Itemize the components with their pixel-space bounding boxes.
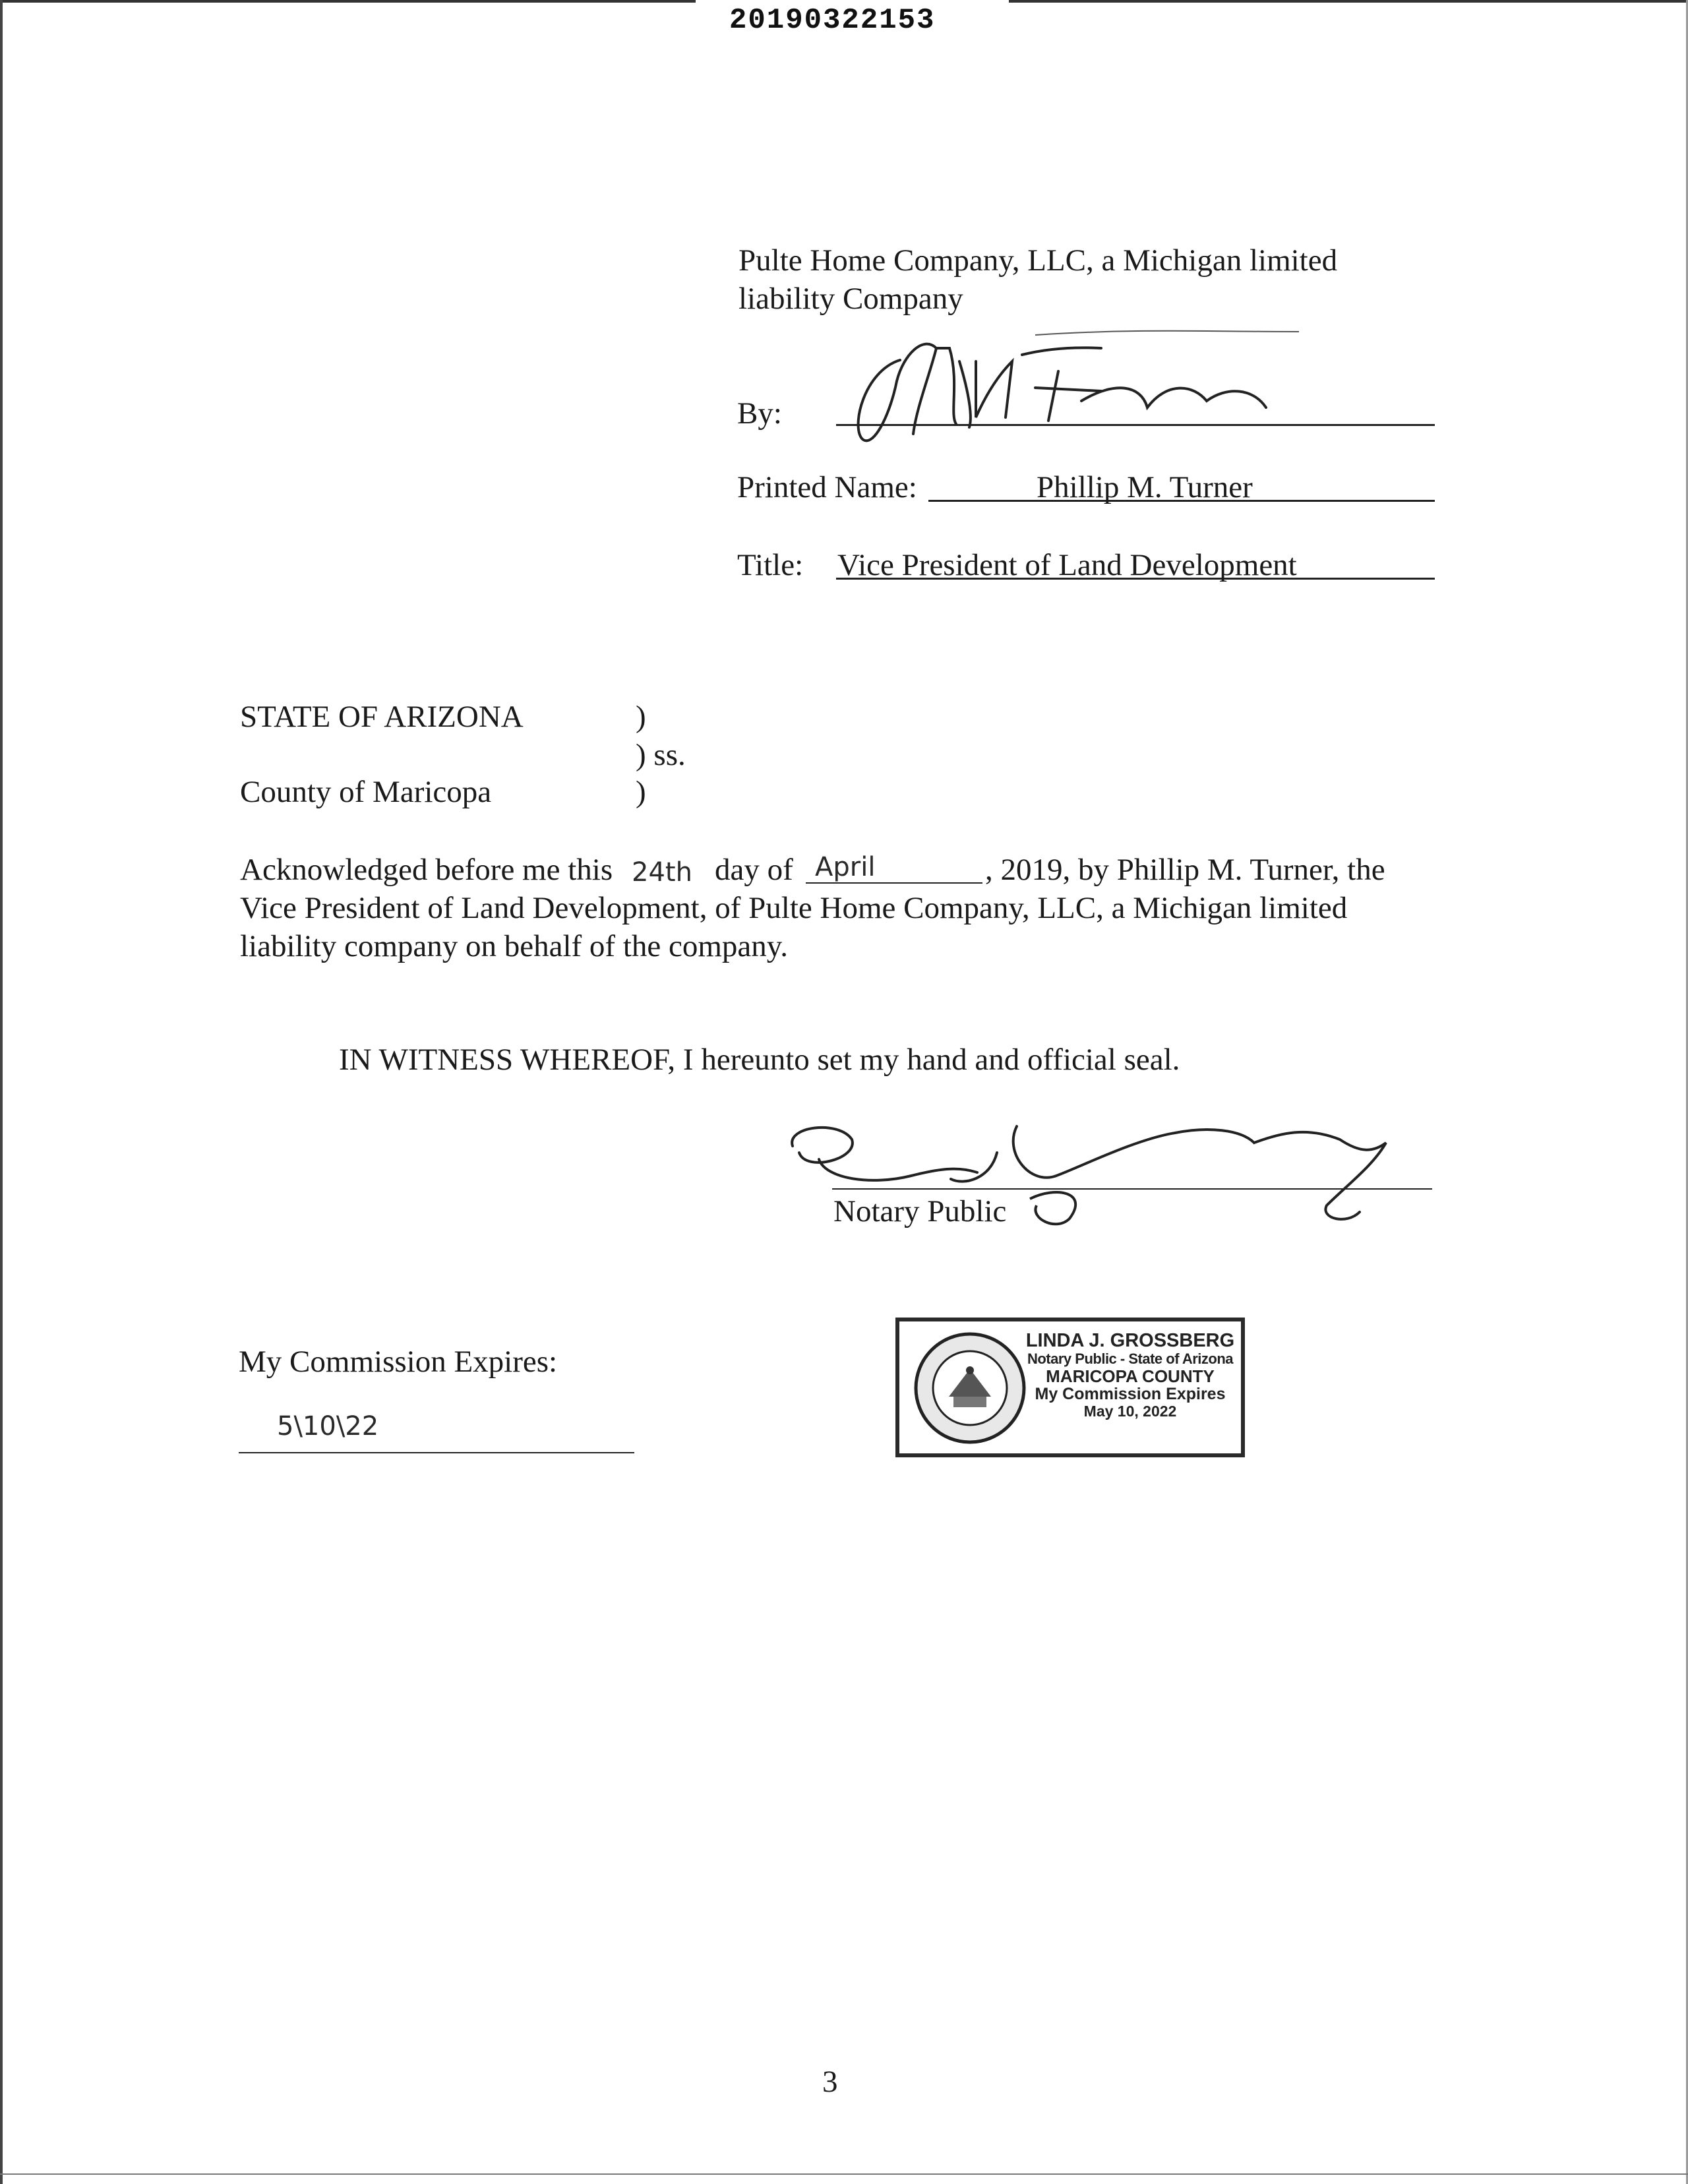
seal-text-block — [1018, 1331, 1242, 1420]
by-label: By: — [737, 396, 782, 431]
venue-paren-3: ) — [636, 775, 646, 809]
seal-commission-label: My Commission Expires — [1035, 1385, 1226, 1404]
seal-name: LINDA J. GROSSBERG — [1025, 1330, 1235, 1351]
printed-name-value: Phillip M. Turner — [1037, 470, 1253, 504]
acknowledgment-day: 24th — [632, 857, 692, 888]
acknowledgment-month: April — [815, 852, 876, 882]
month-line — [806, 882, 982, 884]
venue-ss: ) ss. — [636, 738, 686, 772]
acknowledgment-line2: Vice President of Land Development, of Pulte Home Company, LLC, a Michigan limited — [240, 891, 1348, 925]
acknowledgment-part3: , 2019, by Phillip M. Turner, the — [985, 853, 1385, 887]
title-label: Title: — [737, 548, 804, 582]
seal-title: Notary Public - State of Arizona — [1027, 1350, 1233, 1368]
page-number: 3 — [822, 2065, 838, 2099]
recording-number: 20190322153 — [729, 4, 936, 37]
scan-border-left — [0, 0, 3, 2184]
notary-seal — [895, 1318, 1245, 1457]
scan-border-top-right — [1009, 0, 1688, 3]
venue-paren-1: ) — [636, 700, 646, 734]
notary-signature-line — [832, 1188, 1432, 1190]
seal-county: MARICOPA COUNTY — [1046, 1366, 1215, 1387]
notary-public-label: Notary Public — [833, 1194, 1007, 1228]
commission-line — [239, 1452, 634, 1453]
printed-name-label: Printed Name: — [737, 470, 917, 504]
company-name-line1: Pulte Home Company, LLC, a Michigan limited — [738, 243, 1338, 278]
acknowledgment-part1: Acknowledged before me this — [240, 853, 613, 887]
acknowledgment-line3: liability company on behalf of the company. — [240, 929, 788, 963]
scan-border-top-left — [0, 0, 696, 3]
scan-border-bottom — [0, 2173, 1688, 2175]
commission-expires-label: My Commission Expires: — [239, 1345, 558, 1379]
arizona-state-seal-icon — [913, 1331, 1027, 1445]
commission-expires-date: 5\10\22 — [277, 1411, 379, 1441]
seal-expiration-date: May 10, 2022 — [1083, 1403, 1177, 1420]
venue-county: County of Maricopa — [240, 775, 492, 809]
venue-state: STATE OF ARIZONA — [240, 700, 524, 734]
title-value: Vice President of Land Development — [837, 548, 1297, 582]
company-name-line2: liability Company — [738, 282, 963, 316]
acknowledgment-part2: day of — [715, 853, 793, 887]
witness-statement: IN WITNESS WHEREOF, I hereunto set my hand and official seal. — [339, 1043, 1180, 1077]
signatory-signature — [837, 309, 1312, 454]
